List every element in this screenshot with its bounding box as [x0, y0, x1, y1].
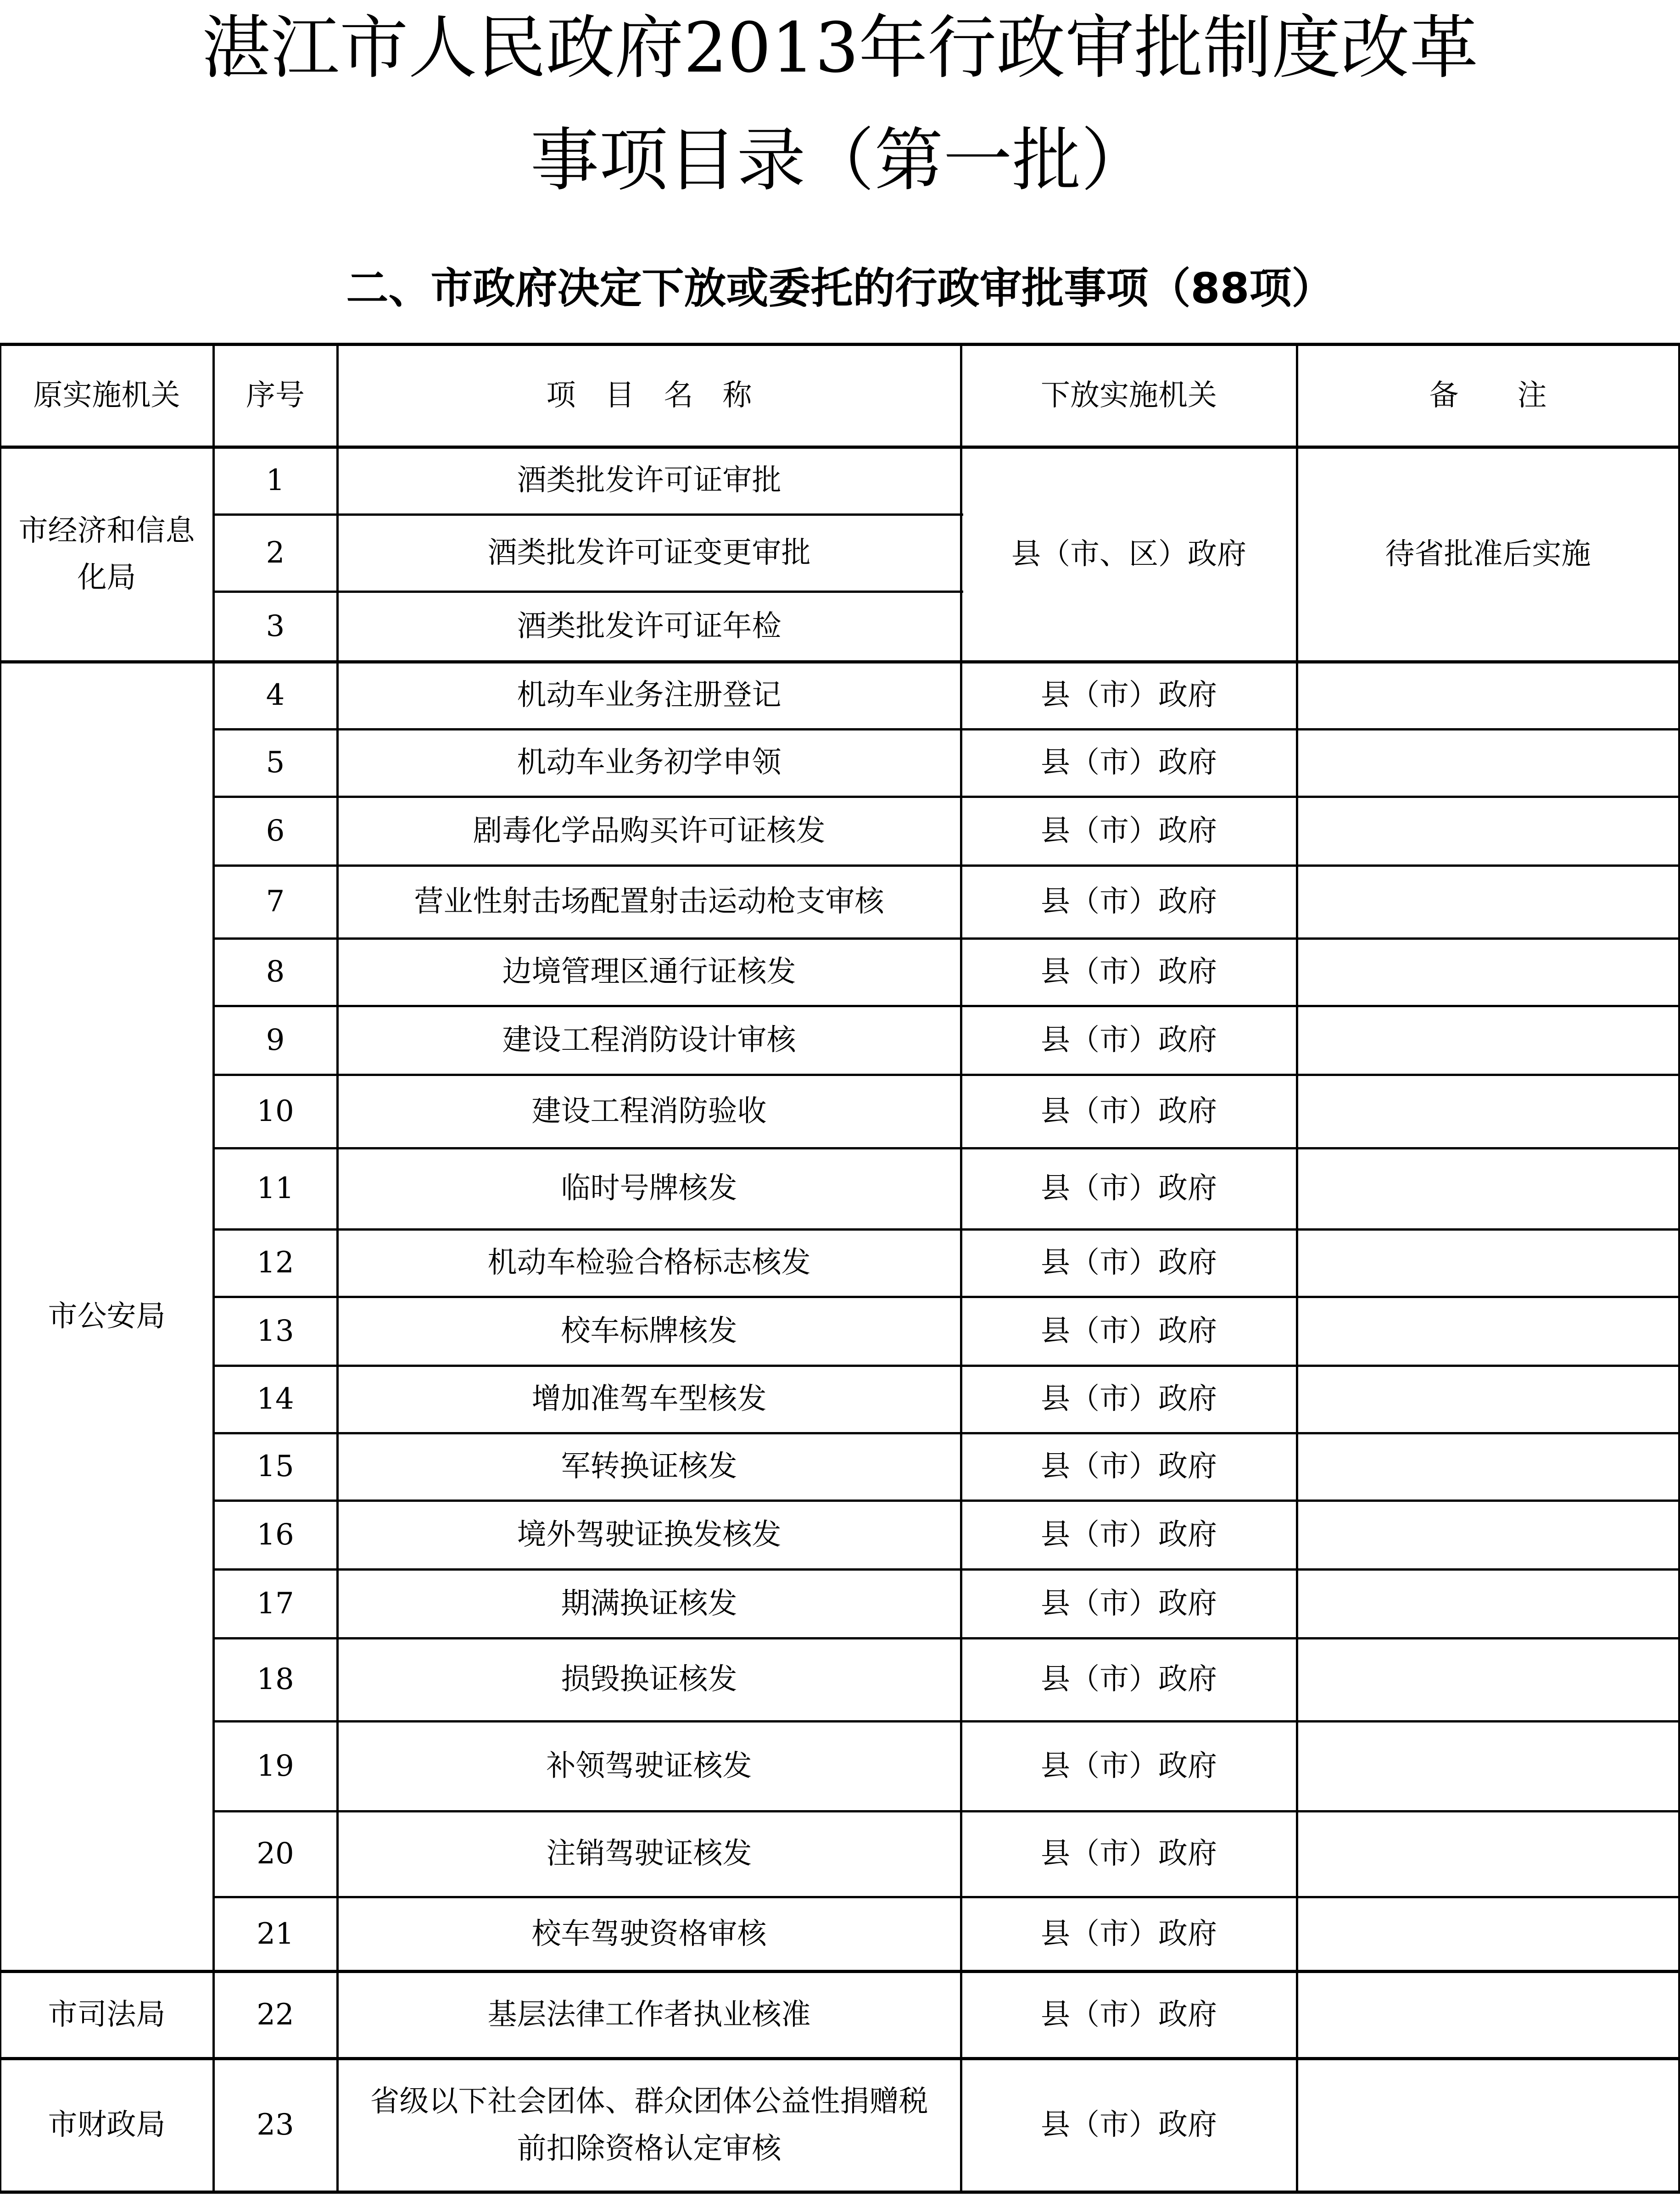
remarks-cell [1297, 1433, 1679, 1500]
delegated-agency-cell: 县（市）政府 [1041, 1917, 1217, 1951]
delegated-agency-cell: 县（市）政府 [1041, 1662, 1217, 1697]
table-rule [0, 344, 1, 2192]
item-name-cell: 酒类批发许可证变更审批 [487, 535, 811, 570]
item-name-cell: 边境管理区通行证核发 [502, 955, 796, 989]
seq-cell: 8 [266, 955, 285, 989]
delegated-agency-cell: 县（市）政府 [1041, 885, 1217, 919]
item-name-cell: 酒类批发许可证审批 [517, 463, 781, 498]
item-name-cell: 建设工程消防验收 [531, 1094, 767, 1128]
header-seq: 序号 [246, 378, 305, 413]
seq-cell: 9 [266, 1023, 285, 1057]
seq-cell: 2 [266, 535, 285, 570]
remarks-cell [1297, 1638, 1679, 1721]
item-name-cell: 剧毒化学品购买许可证核发 [473, 814, 826, 848]
table-rule [1296, 344, 1298, 2192]
original-agency-cell: 市财政局 [48, 2108, 166, 2142]
original-agency-cell: 市司法局 [48, 1997, 166, 2032]
item-name-cell: 补领驾驶证核发 [546, 1749, 752, 1783]
header-item-name: 项 目 名 称 [546, 378, 752, 413]
remarks-cell [1297, 1897, 1679, 1971]
seq-cell: 6 [266, 814, 285, 848]
delegated-agency-cell: 县（市）政府 [1041, 1023, 1217, 1057]
table-rule [0, 343, 1680, 346]
remarks-cell [1297, 662, 1679, 729]
seq-cell: 22 [257, 1997, 294, 2032]
seq-cell: 14 [257, 1382, 294, 1416]
seq-cell: 21 [257, 1917, 294, 1951]
delegated-agency-cell: 县（市）政府 [1041, 1246, 1217, 1280]
item-name-cell: 注销驾驶证核发 [546, 1837, 752, 1871]
item-name-cell: 酒类批发许可证年检 [517, 609, 781, 644]
seq-cell: 23 [257, 2108, 294, 2142]
table-rule [0, 2191, 1680, 2194]
remarks-cell [1297, 1297, 1679, 1366]
delegated-agency-cell: 县（市）政府 [1041, 1586, 1217, 1621]
table-rule [212, 344, 215, 2192]
delegated-agency-cell: 县（市）政府 [1041, 1997, 1217, 2032]
delegated-agency-cell: 县（市）政府 [1041, 1449, 1217, 1484]
delegated-agency-cell: 县（市）政府 [1041, 1517, 1217, 1552]
item-name-cell: 营业性射击场配置射击运动枪支审核 [414, 885, 884, 919]
seq-cell: 1 [266, 463, 285, 498]
remarks-cell [1297, 1366, 1679, 1433]
remarks-cell [1297, 1569, 1679, 1638]
remarks-cell [1297, 1148, 1679, 1229]
delegated-agency-cell: 县（市）政府 [1041, 955, 1217, 989]
remarks-cell [1297, 1006, 1679, 1075]
item-name-cell: 期满换证核发 [561, 1586, 737, 1621]
delegated-agency-cell: 县（市）政府 [1041, 1171, 1217, 1206]
remarks-cell [1297, 729, 1679, 797]
original-agency-cell: 市公安局 [48, 1299, 166, 1333]
delegated-agency-cell: 县（市）政府 [1041, 678, 1217, 713]
remarks-cell [1297, 1721, 1679, 1811]
delegated-agency-cell: 县（市）政府 [1041, 746, 1217, 780]
remarks-cell: 待省批准后实施 [1385, 537, 1591, 571]
seq-cell: 18 [257, 1662, 294, 1697]
seq-cell: 15 [257, 1449, 294, 1484]
seq-cell: 12 [257, 1246, 294, 1280]
seq-cell: 20 [257, 1837, 294, 1871]
seq-cell: 4 [266, 678, 285, 713]
document-title-line-2: 事项目录（第一批） [530, 121, 1150, 201]
item-name-cell: 军转换证核发 [561, 1449, 737, 1484]
seq-cell: 10 [257, 1094, 294, 1128]
delegated-agency-cell: 县（市）政府 [1041, 1314, 1217, 1348]
seq-cell: 13 [257, 1314, 294, 1348]
remarks-cell [1297, 865, 1679, 938]
item-name-cell: 增加准驾车型核发 [531, 1382, 767, 1416]
document-title-line-1: 湛江市人民政府2013年行政审批制度改革 [201, 8, 1479, 88]
item-name-cell: 校车驾驶资格审核 [531, 1917, 767, 1951]
remarks-cell [1297, 1971, 1679, 2058]
item-name-cell: 省级以下社会团体、群众团体公益性捐赠税前扣除资格认定审核 [370, 2085, 928, 2166]
remarks-cell [1297, 1811, 1679, 1897]
header-original-agency: 原实施机关 [33, 378, 180, 413]
seq-cell: 7 [266, 885, 285, 919]
table-rule [336, 344, 339, 2192]
original-agency-cell: 市经济和信息化局 [18, 513, 195, 595]
table-rule [1678, 344, 1680, 2192]
remarks-cell [1297, 1500, 1679, 1569]
delegated-agency-cell: 县（市）政府 [1041, 814, 1217, 848]
delegated-agency-cell: 县（市）政府 [1041, 2108, 1217, 2142]
item-name-cell: 机动车检验合格标志核发 [487, 1246, 811, 1280]
remarks-cell [1297, 2058, 1679, 2192]
seq-cell: 11 [257, 1171, 294, 1206]
table-rule [960, 344, 962, 2192]
item-name-cell: 建设工程消防设计审核 [502, 1023, 796, 1057]
item-name-cell: 基层法律工作者执业核准 [487, 1997, 811, 2032]
item-name-cell: 损毁换证核发 [561, 1662, 737, 1697]
remarks-cell [1297, 1075, 1679, 1148]
item-name-cell: 机动车业务注册登记 [517, 678, 781, 713]
seq-cell: 3 [266, 609, 285, 644]
item-name-cell: 临时号牌核发 [561, 1171, 737, 1206]
delegated-agency-cell: 县（市）政府 [1041, 1094, 1217, 1128]
section-heading: 二、市政府决定下放或委托的行政审批事项（88项） [346, 264, 1334, 313]
remarks-cell [1297, 938, 1679, 1006]
seq-cell: 19 [257, 1749, 294, 1783]
item-name-cell: 境外驾驶证换发核发 [517, 1517, 781, 1552]
delegated-agency-cell: 县（市）政府 [1041, 1837, 1217, 1871]
header-remarks: 备 注 [1429, 378, 1547, 413]
header-delegated-agency: 下放实施机关 [1041, 378, 1217, 413]
seq-cell: 5 [266, 746, 285, 780]
delegated-agency-cell: 县（市）政府 [1041, 1749, 1217, 1783]
remarks-cell [1297, 1229, 1679, 1297]
remarks-cell [1297, 797, 1679, 865]
item-name-cell: 机动车业务初学申领 [517, 746, 781, 780]
delegated-agency-cell: 县（市、区）政府 [1011, 537, 1246, 571]
delegated-agency-cell: 县（市）政府 [1041, 1382, 1217, 1416]
item-name-cell: 校车标牌核发 [561, 1314, 737, 1348]
seq-cell: 16 [257, 1517, 294, 1552]
seq-cell: 17 [257, 1586, 294, 1621]
